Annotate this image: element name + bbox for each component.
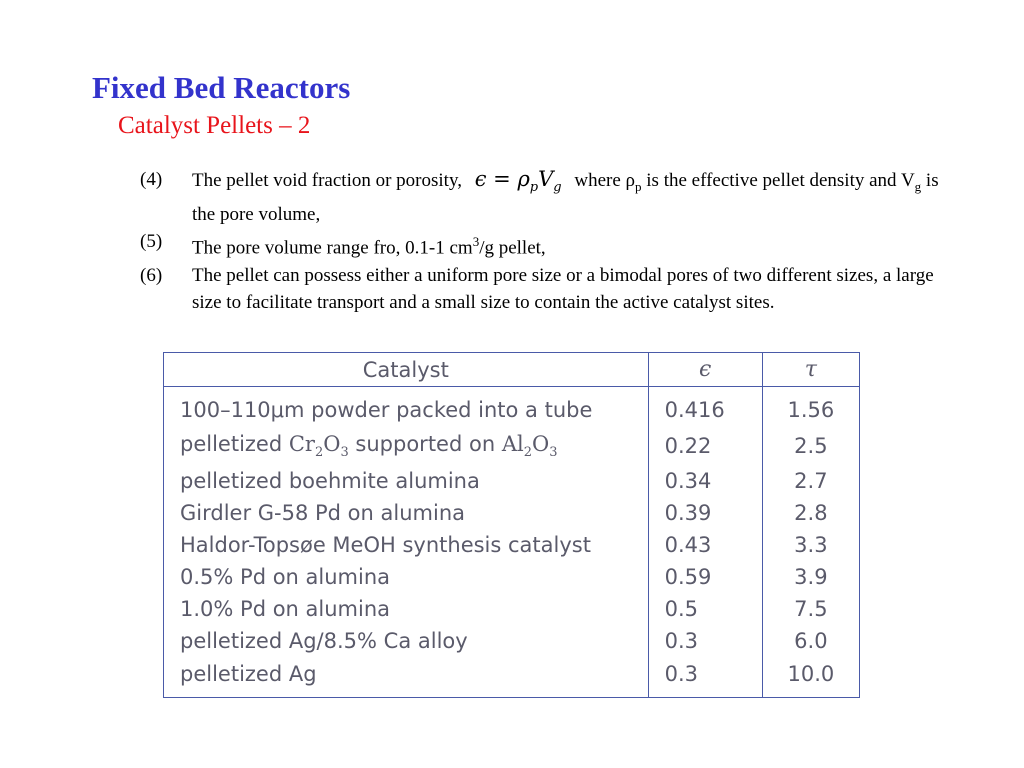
list-item-number: (6) [140,264,163,286]
table-row [164,657,859,697]
cell-epsilon: 0.59 [648,561,762,593]
cell-epsilon: 0.3 [648,657,762,697]
page-title: Fixed Bed Reactors [92,70,351,105]
list-item-number: (5) [140,231,163,253]
cell-tau: 7.5 [794,596,828,621]
table-row [164,465,859,497]
cell-catalyst: pelletized Ag/8.5% Ca alloy [164,625,648,657]
list-item-5 [140,228,940,261]
cell-epsilon: 0.22 [648,427,762,465]
cell-epsilon: 0.39 [648,497,762,529]
list-item-text: The pellet can possess either a uniform pore size or a bimodal pores of two different sizes, a large size to facilitate transport and a small size to contain the active catalyst sites. [192,264,934,313]
cell-tau: 2.8 [794,500,828,525]
cell-catalyst: 1.0% Pd on alumina [164,593,648,625]
cell-catalyst: pelletized boehmite alumina [164,465,648,497]
cell-tau: 2.7 [794,468,828,493]
cell-tau: 3.3 [794,532,828,557]
porosity-text: The pellet void fraction or porosity, [192,170,462,191]
table-row [164,529,859,561]
catalyst-table [163,352,860,698]
cell-tau: 1.56 [787,398,835,423]
cell-epsilon: 0.5 [648,593,762,625]
table-row [164,427,859,465]
table-header-row [164,353,859,387]
table-row [164,387,859,428]
cell-epsilon: 0.34 [648,465,762,497]
header-epsilon: ϵ [648,353,762,387]
porosity-formula: $\epsilon = \rho_pV_g$ [474,167,562,196]
cell-tau: 6.0 [794,628,828,653]
header-catalyst: Catalyst [164,353,648,387]
table-row [164,561,859,593]
page-subtitle: Catalyst Pellets – 2 [118,112,311,139]
cell-epsilon: 0.416 [648,387,762,428]
density-text: where $\rho_p$ is the effective pellet density and $V_g$ is the pore volume, [192,170,939,226]
list-item-text [192,166,940,228]
list-item-text: The pore volume range fro, 0.1-1 $cm^3/g$ pellet, [192,234,546,259]
table-row [164,625,859,657]
cell-catalyst: Haldor-Topsøe MeOH synthesis catalyst [164,529,648,561]
cell-catalyst: 100–110μm powder packed into a tube [164,387,648,428]
table-row [164,497,859,529]
list-item-4 [140,166,940,228]
numbered-list [140,166,940,316]
list-item-number: (4) [140,169,163,190]
cell-tau: 3.9 [794,564,828,589]
cell-epsilon: 0.3 [648,625,762,657]
cell-tau: 2.5 [794,433,828,458]
header-tau: τ [762,353,859,387]
cell-epsilon: 0.43 [648,529,762,561]
cell-catalyst: 0.5% Pd on alumina [164,561,648,593]
list-item-6 [140,262,940,316]
cell-catalyst: pelletized Ag [164,657,648,697]
table-row [164,593,859,625]
cell-tau: 10.0 [787,661,835,686]
cell-catalyst: Girdler G-58 Pd on alumina [164,497,648,529]
cell-catalyst: pelletized $Cr_2O_3$ supported on $Al_2O_3$ [164,427,648,465]
